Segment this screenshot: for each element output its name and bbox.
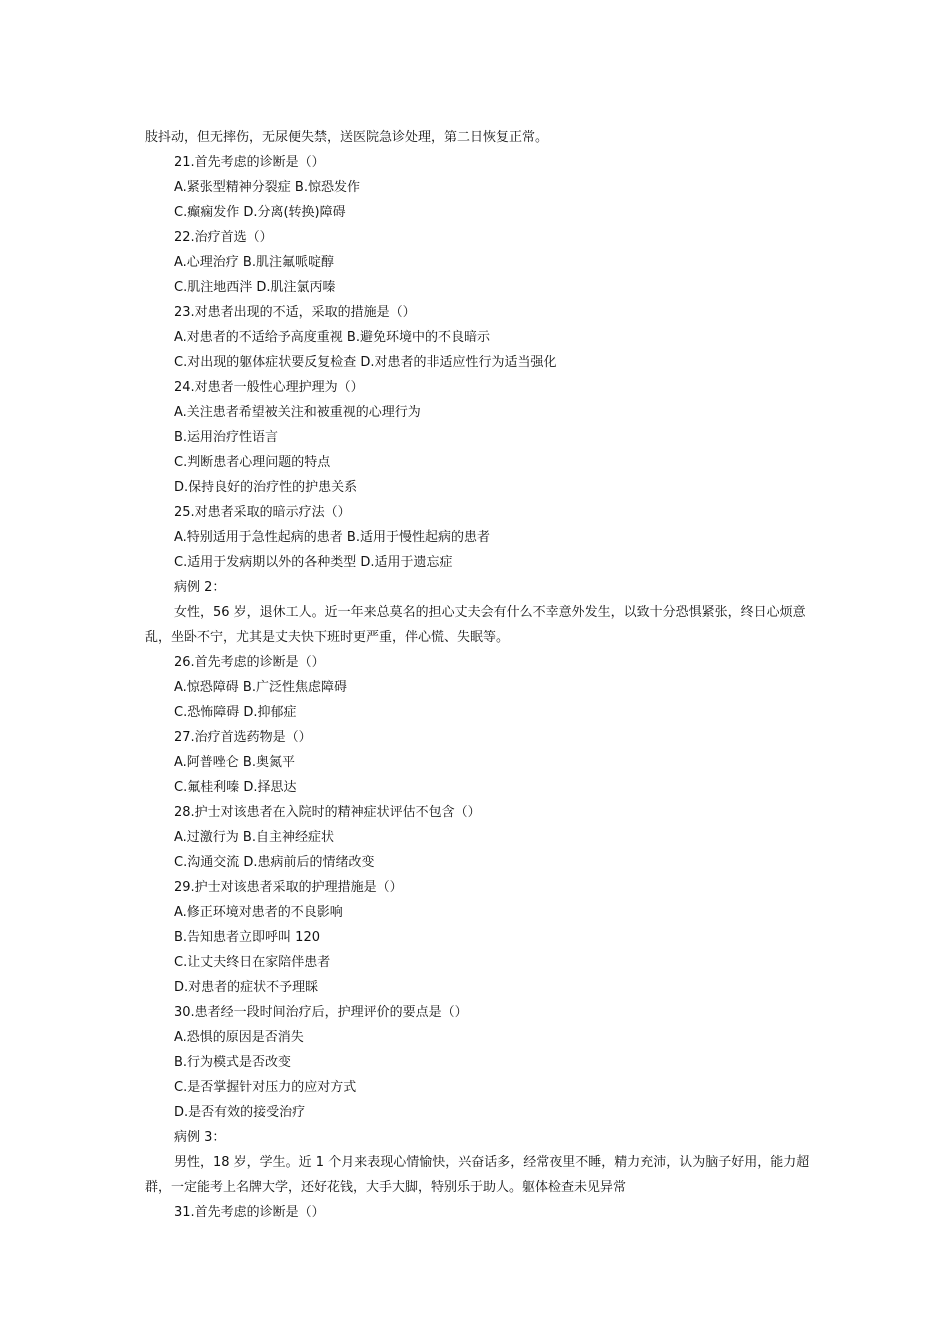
text-line: 病例 2： bbox=[174, 580, 226, 595]
text-line: 29.护士对该患者采取的护理措施是（） bbox=[174, 880, 403, 895]
text-line: 22.治疗首选（） bbox=[174, 230, 273, 245]
text-line: 27.治疗首选药物是（） bbox=[174, 730, 312, 745]
text-line: A.恐惧的原因是否消失 bbox=[174, 1030, 304, 1045]
text-line: C.氟桂利嗪 D.择思达 bbox=[174, 780, 297, 795]
text-line: A.关注患者希望被关注和被重视的心理行为 bbox=[174, 405, 421, 420]
text-line: C.让丈夫终日在家陪伴患者 bbox=[174, 955, 331, 970]
case-paragraph: 女性，56 岁，退休工人。近一年来总莫名的担心丈夫会有什么不幸意外发生，以致十分恐惧紧张，终日心烦意乱，坐卧不宁，尤其是丈夫快下班时更严重，伴心慌、失眠等。 bbox=[145, 605, 806, 645]
text-line: C.肌注地西泮 D.肌注氯丙嗪 bbox=[174, 280, 336, 295]
text-line: 25.对患者采取的暗示疗法（） bbox=[174, 505, 351, 520]
text-line: C.判断患者心理问题的特点 bbox=[174, 455, 331, 470]
text-line: 24.对患者一般性心理护理为（） bbox=[174, 380, 364, 395]
text-line: D.是否有效的接受治疗 bbox=[174, 1105, 306, 1120]
text-line: A.修正环境对患者的不良影响 bbox=[174, 905, 343, 920]
text-line: 病例 3： bbox=[174, 1130, 226, 1145]
text-line: A.过激行为 B.自主神经症状 bbox=[174, 830, 334, 845]
text-line: 23.对患者出现的不适，采取的措施是（） bbox=[174, 305, 416, 320]
text-line: 26.首先考虑的诊断是（） bbox=[174, 655, 325, 670]
text-line: A.特别适用于急性起病的患者 B.适用于慢性起病的患者 bbox=[174, 530, 490, 545]
text-line: 21.首先考虑的诊断是（） bbox=[174, 155, 325, 170]
case-paragraph: 男性，18 岁，学生。近 1 个月来表现心情愉快，兴奋话多，经常夜里不睡，精力充沛，认为脑子好用，能力超群，一定能考上名牌大学，还好花钱，大手大脚，特别乐于助人。躯体检查未见异常 bbox=[145, 1155, 810, 1195]
text-line: B.运用治疗性语言 bbox=[174, 430, 279, 445]
text-line: A.阿普唑仑 B.奥氮平 bbox=[174, 755, 295, 770]
text-line: C.沟通交流 D.患病前后的情绪改变 bbox=[174, 855, 375, 870]
document-body bbox=[145, 125, 825, 1225]
text-line: D.保持良好的治疗性的护患关系 bbox=[174, 480, 358, 495]
text-line: C.适用于发病期以外的各种类型 D.适用于遗忘症 bbox=[174, 555, 453, 570]
text-line: D.对患者的症状不予理睬 bbox=[174, 980, 319, 995]
text-line: C.恐怖障碍 D.抑郁症 bbox=[174, 705, 297, 720]
text-line: B.行为模式是否改变 bbox=[174, 1055, 292, 1070]
text-line: A.心理治疗 B.肌注氟哌啶醇 bbox=[174, 255, 334, 270]
text-line: C.是否掌握针对压力的应对方式 bbox=[174, 1080, 357, 1095]
text-line: A.对患者的不适给予高度重视 B.避免环境中的不良暗示 bbox=[174, 330, 490, 345]
text-line: 31.首先考虑的诊断是（） bbox=[174, 1205, 325, 1220]
text-line: 30.患者经一段时间治疗后，护理评价的要点是（） bbox=[174, 1005, 468, 1020]
text-line: A.惊恐障碍 B.广泛性焦虑障碍 bbox=[174, 680, 347, 695]
text-line: C.对出现的躯体症状要反复检查 D.对患者的非适应性行为适当强化 bbox=[174, 355, 557, 370]
text-line: C.癫痫发作 D.分离(转换)障碍 bbox=[174, 205, 346, 220]
text-line: B.告知患者立即呼叫 120 bbox=[174, 930, 320, 945]
text-line: A.紧张型精神分裂症 B.惊恐发作 bbox=[174, 180, 360, 195]
text-line: 28.护士对该患者在入院时的精神症状评估不包含（） bbox=[174, 805, 481, 820]
text-line: 肢抖动，但无摔伤，无尿便失禁，送医院急诊处理，第二日恢复正常。 bbox=[145, 130, 549, 145]
